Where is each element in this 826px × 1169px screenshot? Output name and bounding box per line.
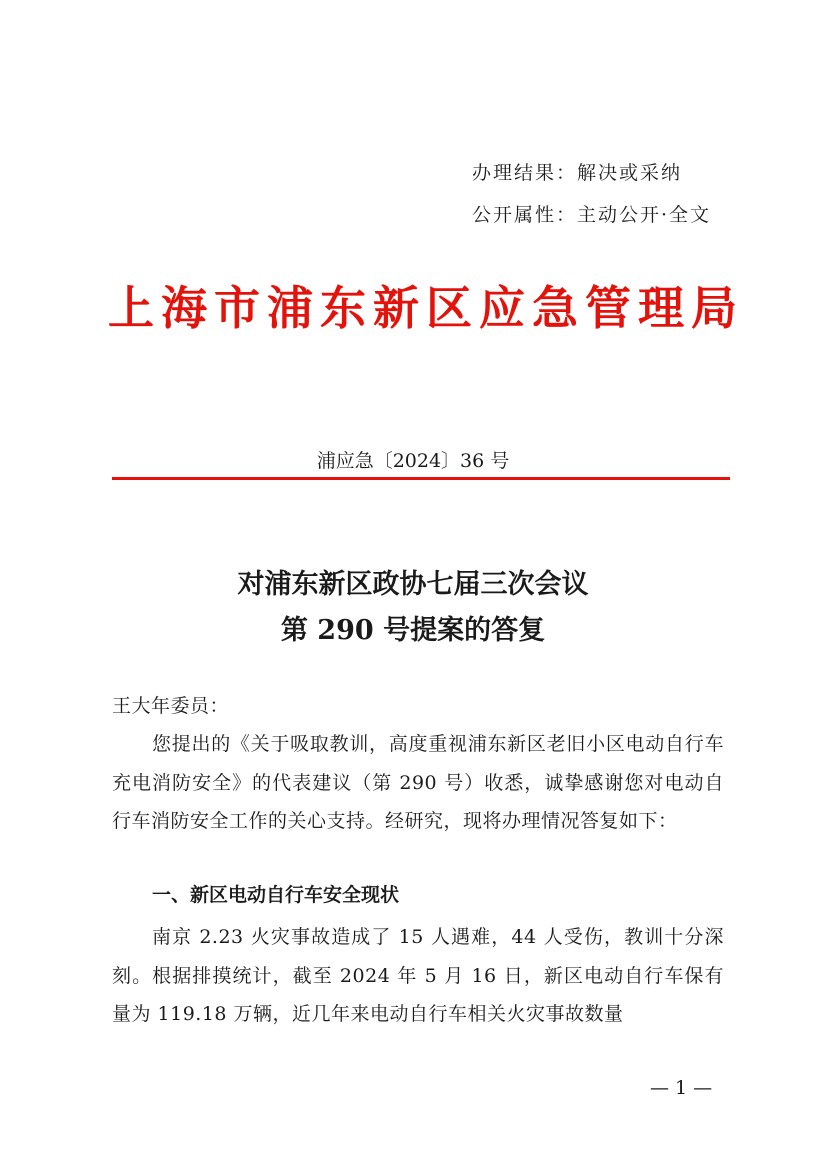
salutation: 王大年委员： [112, 695, 230, 717]
body-paragraph-2: 南京 2.23 火灾事故造成了 15 人遇难，44 人受伤，教训十分深刻。根据排摸统计，截至 2024 年 5 月 16 日，新区电动自行车保有量为 119.18 万辆，近几年来电动自行车相关火灾事故数量 [112, 926, 724, 1025]
issuer-masthead: 上海市浦东新区应急管理局 [108, 281, 744, 335]
document-title-line-1: 对浦东新区政协七届三次会议 [237, 569, 589, 600]
document-title-line-2: 第 290 号提案的答复 [280, 615, 546, 646]
handling-result: 办理结果：解决或采纳 [472, 162, 683, 184]
section-heading-1: 一、新区电动自行车安全现状 [152, 884, 400, 906]
body-paragraph-1: 您提出的《关于吸取教训，高度重视浦东新区老旧小区电动自行车充电消防安全》的代表建议（第 290 号）收悉，诚挚感谢您对电动自行车消防安全工作的关心支持。经研究，现将办理情况答复如下： [112, 733, 724, 832]
red-divider-line [112, 477, 730, 480]
disclosure-attribute: 公开属性：主动公开·全文 [472, 204, 712, 226]
document-number: 浦应急〔2024〕36 号 [316, 450, 510, 472]
page-number: — 1 — [650, 1077, 713, 1099]
